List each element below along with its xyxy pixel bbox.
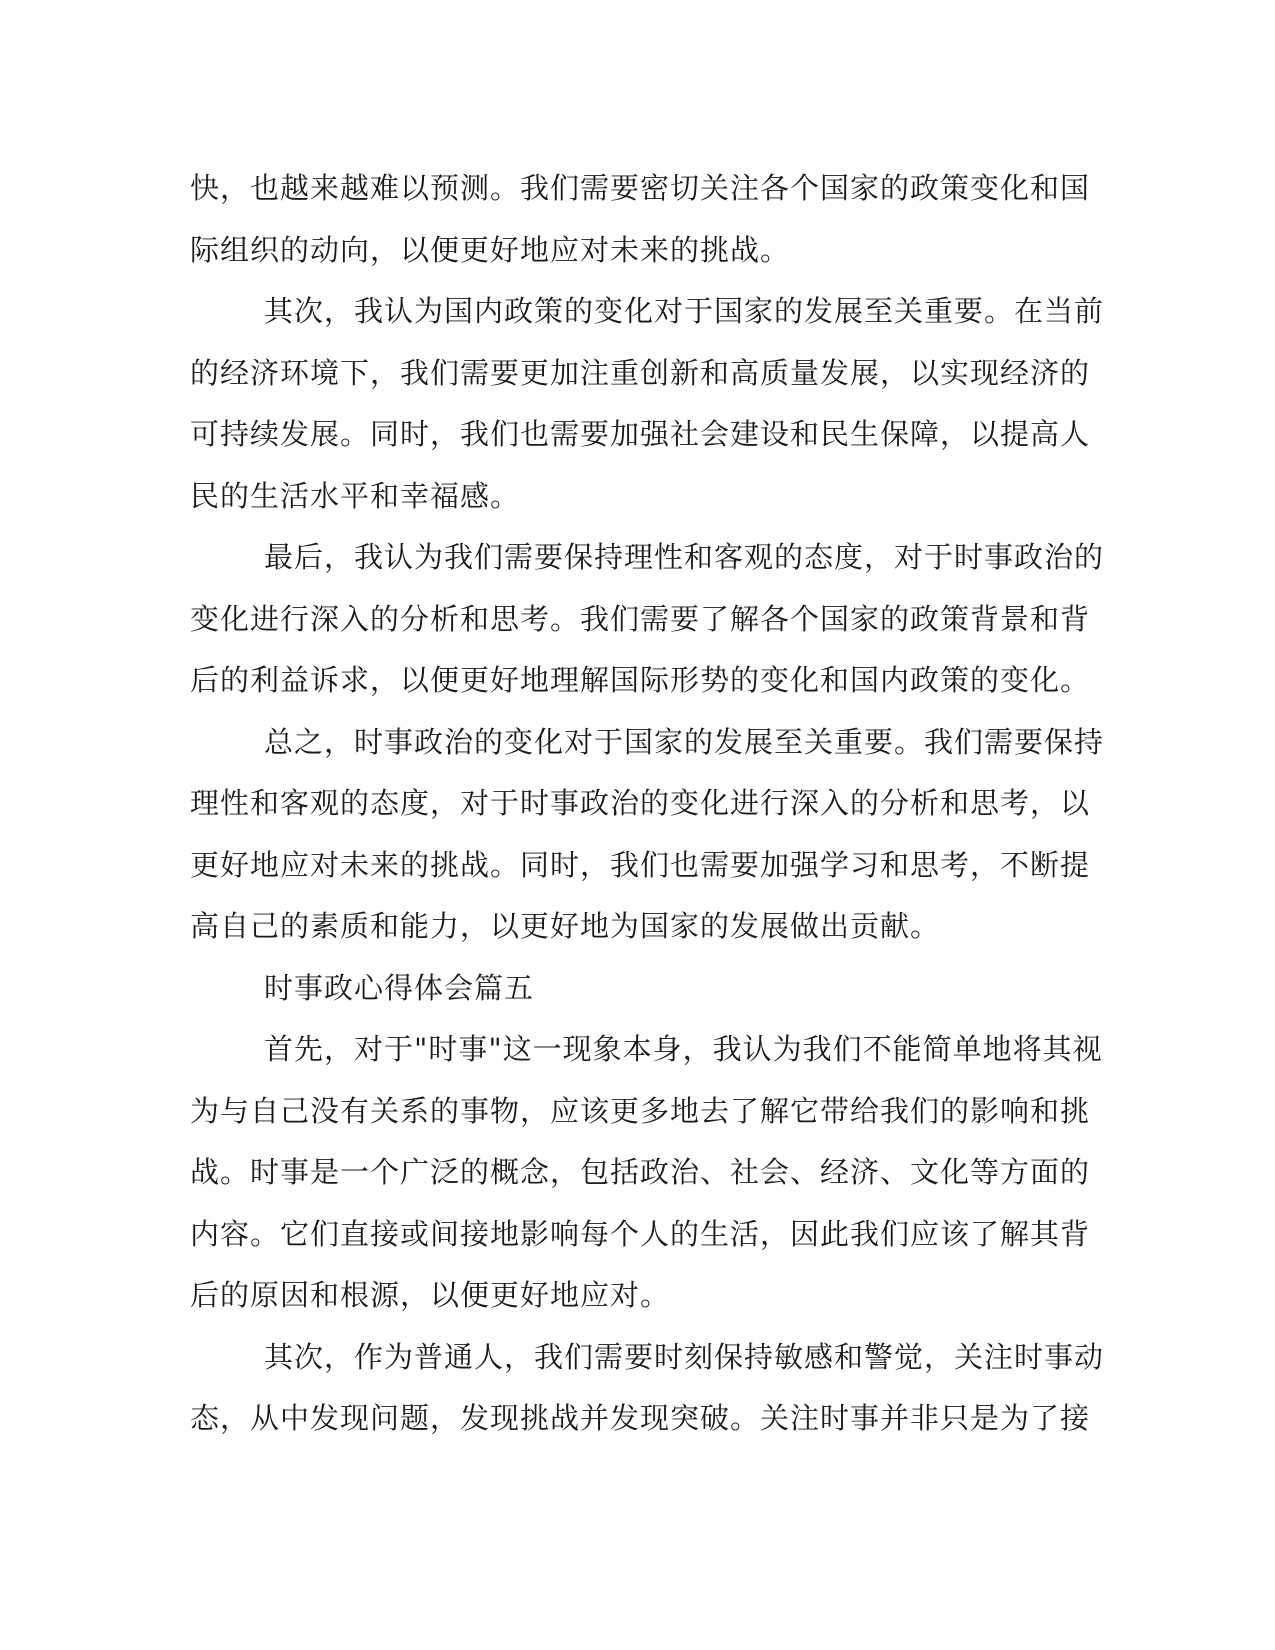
text-line: 的经济环境下，我们需要更加注重创新和高质量发展，以实现经济的 <box>190 355 1091 390</box>
paragraph-start-line: 总之，时事政治的变化对于国家的发展至关重要。我们需要保持 <box>264 724 1105 759</box>
text-line: 际组织的动向，以便更好地应对未来的挑战。 <box>190 232 791 267</box>
paragraph-start-line: 其次，作为普通人，我们需要时刻保持敏感和警觉，关注时事动 <box>264 1339 1105 1374</box>
section-heading: 时事政心得体会篇五 <box>264 970 535 1005</box>
text-line: 态，从中发现问题，发现挑战并发现突破。关注时事并非只是为了接 <box>190 1401 1091 1435</box>
text-line: 变化进行深入的分析和思考。我们需要了解各个国家的政策背景和背 <box>190 601 1091 636</box>
text-line: 为与自己没有关系的事物，应该更多地去了解它带给我们的影响和挑 <box>190 1093 1091 1128</box>
text-line: 理性和客观的态度，对于时事政治的变化进行深入的分析和思考，以 <box>190 786 1091 820</box>
text-line: 快，也越来越难以预测。我们需要密切关注各个国家的政策变化和国 <box>190 171 1091 205</box>
text-line: 民的生活水平和幸福感。 <box>190 478 521 513</box>
document-body <box>190 158 1105 1450</box>
text-line: 内容。它们直接或间接地影响每个人的生活，因此我们应该了解其背 <box>190 1216 1091 1251</box>
paragraph-start-line: 首先，对于"时事"这一现象本身，我认为我们不能简单地将其视 <box>264 1032 1103 1066</box>
text-line: 战。时事是一个广泛的概念，包括政治、社会、经济、文化等方面的 <box>190 1155 1091 1189</box>
text-line: 可持续发展。同时，我们也需要加强社会建设和民生保障，以提高人 <box>190 417 1091 451</box>
paragraph-start-line: 最后，我认为我们需要保持理性和客观的态度，对于时事政治的 <box>264 540 1105 574</box>
text-line: 后的利益诉求，以便更好地理解国际形势的变化和国内政策的变化。 <box>190 663 1091 697</box>
text-line: 更好地应对未来的挑战。同时，我们也需要加强学习和思考，不断提 <box>190 847 1091 882</box>
text-line: 后的原因和根源，以便更好地应对。 <box>190 1278 671 1312</box>
paragraph-start-line: 其次，我认为国内政策的变化对于国家的发展至关重要。在当前 <box>264 294 1105 328</box>
text-line: 高自己的素质和能力，以更好地为国家的发展做出贡献。 <box>190 909 941 943</box>
